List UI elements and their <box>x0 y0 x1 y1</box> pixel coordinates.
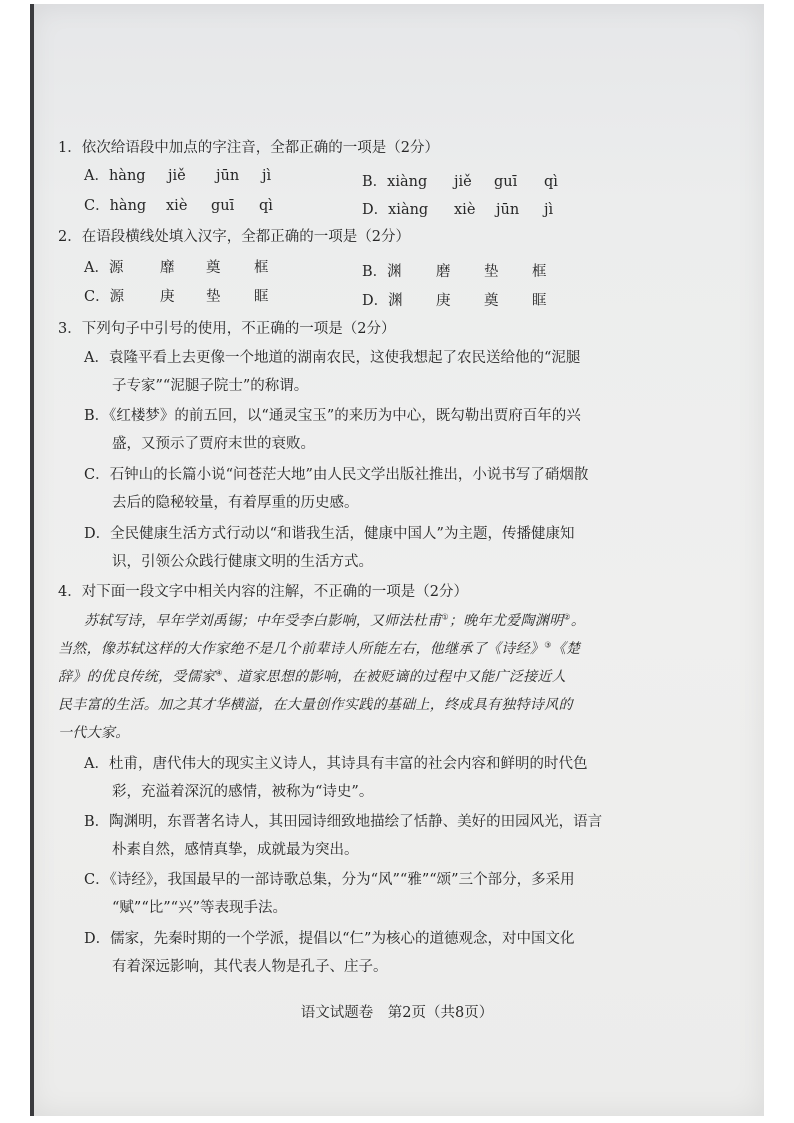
question-4-option-b: B．陶渊明，东晋著名诗人，其田园诗细致地描绘了恬静、美好的田园风光，语言 <box>84 814 603 830</box>
character: 眶 <box>254 289 269 305</box>
question-1-option-b <box>362 170 558 191</box>
pinyin: xiè <box>454 202 476 218</box>
question-4-option-a: A．杜甫，唐代伟大的现实主义诗人，其诗具有丰富的社会内容和鲜明的时代色 <box>84 756 588 772</box>
character: 框 <box>532 264 547 280</box>
character: 眶 <box>532 293 547 309</box>
question-3-option-b-cont: 盛，又预示了贾府末世的衰败。 <box>112 436 315 452</box>
pinyin: jūn <box>216 168 240 184</box>
question-3-option-c: C．石钟山的长篇小说“问苍茫大地”由人民文学出版社推出，小说书写了硝烟散 <box>84 467 589 483</box>
question-3-option-c-cont: 去后的隐秘较量，有着厚重的历史感。 <box>112 495 359 511</box>
pinyin: guī <box>494 174 518 190</box>
question-1-option-c <box>84 194 273 215</box>
question-3-title: 3．下列句子中引号的使用，不正确的一项是（2分） <box>58 321 396 337</box>
question-3-option-b: B．《红楼梦》的前五回，以“通灵宝玉”的来历为中心，既勾勒出贾府百年的兴 <box>84 408 581 424</box>
pinyin: qì <box>544 174 558 190</box>
passage-text: ；晚年尤爱陶渊明 <box>448 613 564 629</box>
question-1-option-d <box>362 198 553 219</box>
passage-line-1 <box>84 610 585 630</box>
question-2-option-c <box>84 285 269 306</box>
character: 庚 <box>160 289 175 305</box>
pinyin: jì <box>544 202 554 218</box>
option-d-label: D．xiàng <box>362 202 429 218</box>
character: 庚 <box>436 293 451 309</box>
character: 靡 <box>160 260 175 276</box>
question-4-option-a-cont: 彩，充溢着深沉的感情，被称为“诗史”。 <box>112 784 374 800</box>
question-3-option-d-cont: 识，引领公众践行健康文明的生活方式。 <box>112 554 373 570</box>
question-4-option-d-cont: 有着深远影响，其代表人物是孔子、庄子。 <box>112 959 388 975</box>
question-4-option-b-cont: 朴素自然，感情真挚，成就最为突出。 <box>112 842 359 858</box>
passage-text: 苏轼写诗，早年学刘禹锡；中年受李白影响，又师法杜甫 <box>84 613 442 629</box>
pinyin: xiè <box>166 198 188 214</box>
option-a-label: A．hàng <box>84 168 146 184</box>
question-1-title: 1．依次给语段中加点的字注音，全都正确的一项是（2分） <box>58 140 439 156</box>
character: 磨 <box>436 264 451 280</box>
pinyin: guī <box>211 198 235 214</box>
question-4-title: 4．对下面一段文字中相关内容的注解，不正确的一项是（2分） <box>58 584 468 600</box>
pinyin: qì <box>259 198 273 214</box>
option-c-label: C．源 <box>84 289 125 305</box>
passage-line-4: 民丰富的生活。加之其才华横溢，在大量创作实践的基础上，终成具有独特诗风的 <box>58 697 573 713</box>
pinyin: jì <box>262 168 272 184</box>
question-2-option-b <box>362 260 547 281</box>
passage-text: 辞》的优良传统，受儒家 <box>58 669 216 685</box>
option-c-label: C．hàng <box>84 198 147 214</box>
character: 奠 <box>484 293 499 309</box>
footnote-marker: ③ <box>544 640 552 650</box>
question-3-option-a: A．袁隆平看上去更像一个地道的湖南农民，这使我想起了农民送给他的“泥腿 <box>84 350 581 366</box>
character: 框 <box>254 260 269 276</box>
paper-edge-shadow <box>30 4 34 1116</box>
question-2-title: 2．在语段横线处填入汉字，全都正确的一项是（2分） <box>58 229 410 245</box>
pinyin: jiě <box>454 174 472 190</box>
passage-text: 。 <box>570 613 586 629</box>
pinyin: jūn <box>496 202 520 218</box>
question-4-option-d: D．儒家，先秦时期的一个学派，提倡以“仁”为核心的道德观念，对中国文化 <box>84 931 575 947</box>
question-2-option-d <box>362 289 547 310</box>
passage-text: 当然，像苏轼这样的大作家绝不是几个前辈诗人所能左右，他继承了《诗经》 <box>58 641 545 657</box>
footnote-marker: ① <box>441 612 449 622</box>
question-3-option-a-cont: 子专家”“泥腿子院士”的称谓。 <box>112 378 309 394</box>
character: 垫 <box>206 289 221 305</box>
option-a-label: A．源 <box>84 260 124 276</box>
question-2-option-a <box>84 256 269 277</box>
character: 奠 <box>206 260 221 276</box>
question-4-option-c: C．《诗经》，我国最早的一部诗歌总集，分为“风”“雅”“颂”三个部分，多采用 <box>84 872 575 888</box>
page-footer: 语文试题卷 第2页（共8页） <box>300 1005 494 1021</box>
passage-text: 《楚 <box>551 641 581 657</box>
character: 垫 <box>484 264 499 280</box>
pinyin: jiě <box>168 168 186 184</box>
passage-line-3 <box>58 666 566 686</box>
option-b-label: B．渊 <box>362 264 402 280</box>
footnote-marker: ② <box>563 612 571 622</box>
passage-text: 、道家思想的影响，在被贬谪的过程中又能广泛接近人 <box>222 669 566 685</box>
passage-line-2 <box>58 638 580 658</box>
passage-line-5: 一代大家。 <box>58 725 130 741</box>
option-d-label: D．渊 <box>362 293 403 309</box>
option-b-label: B．xiàng <box>362 174 428 190</box>
question-4-option-c-cont: “赋”“比”“兴”等表现手法。 <box>112 900 287 916</box>
question-1-option-a <box>84 164 271 185</box>
footnote-marker: ④ <box>215 668 223 678</box>
question-3-option-d: D．全民健康生活方式行动以“和谐我生活，健康中国人”为主题，传播健康知 <box>84 526 575 542</box>
